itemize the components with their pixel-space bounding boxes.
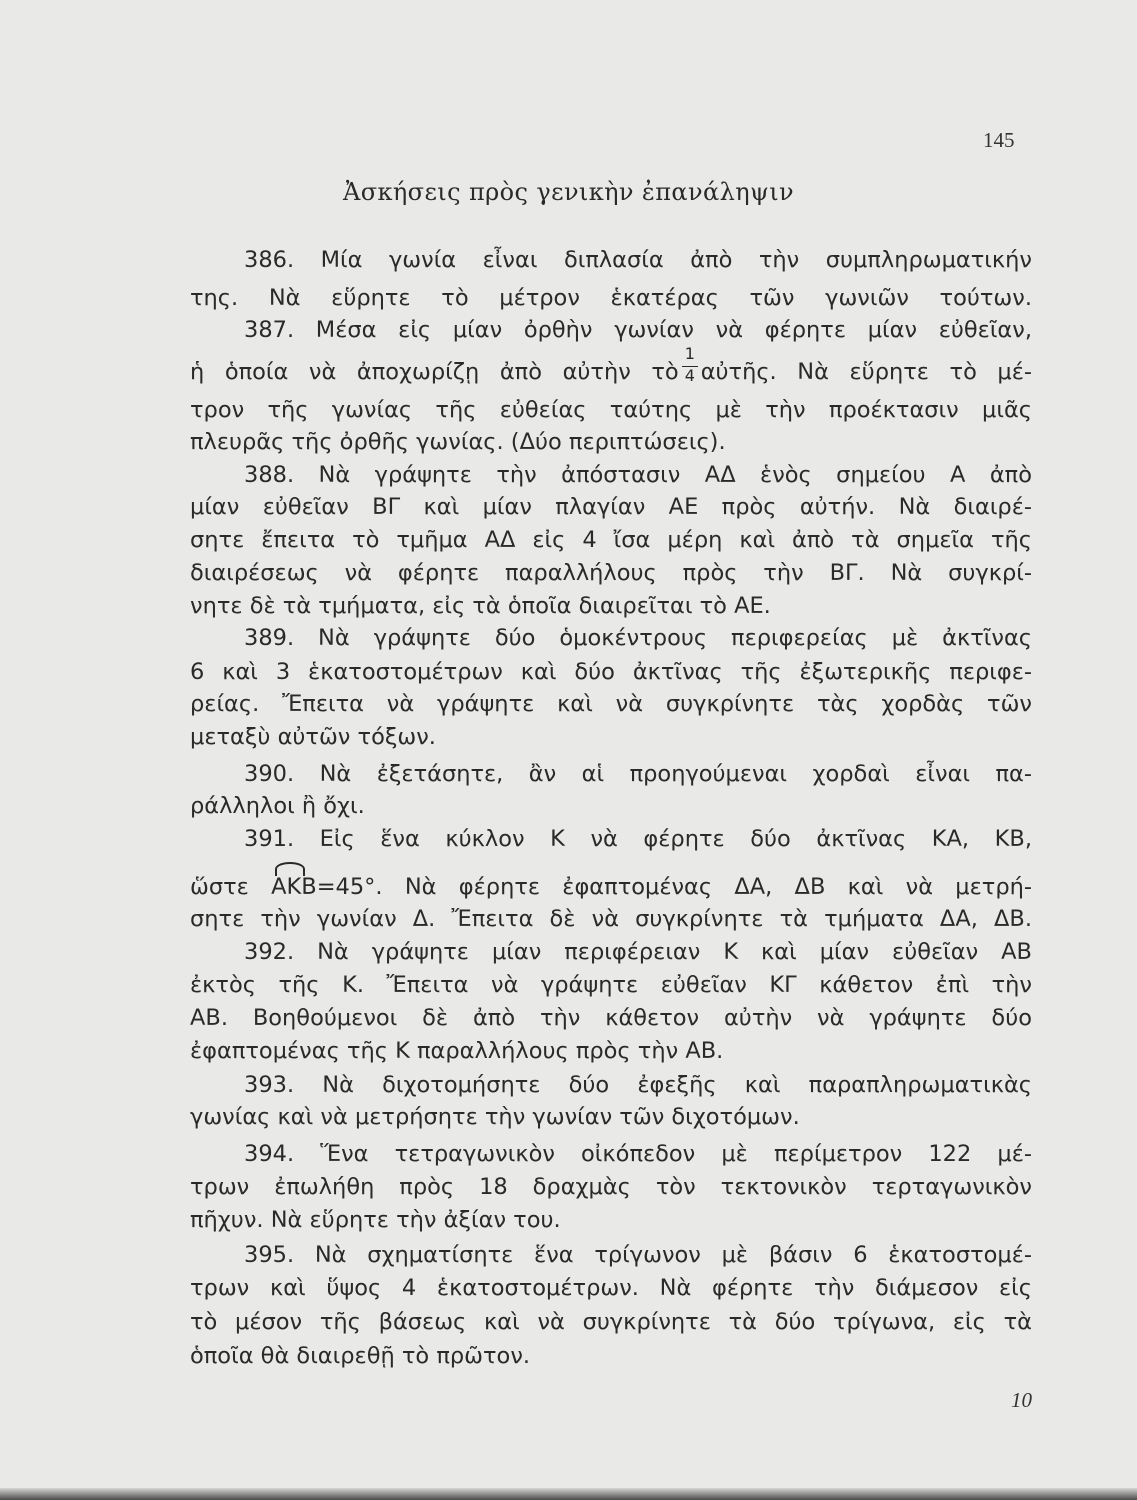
text-segment: ὥστε xyxy=(190,874,249,900)
text-line: ΑΒ. Βοηθούμενοι δὲ ἀπὸ τὴν κάθετον αὐτὴν νὰ γράψητε δύο xyxy=(190,1005,1032,1031)
page-number: 145 xyxy=(983,128,1015,152)
text-line: τὸ μέσον τῆς βάσεως καὶ νὰ συγκρίνητε τὰ δύο τρίγωνα, εἰς τὰ xyxy=(190,1309,1032,1335)
arc-notation: ΑΚΒ xyxy=(271,871,317,903)
text-line: μεταξὺ αὐτῶν τόξων. xyxy=(190,724,436,750)
text-segment: αὐτῆς. Νὰ εὕρητε τὸ μέ- xyxy=(700,359,1032,385)
text-line: τρων ἐπωλήθη πρὸς 18 δραχμὰς τὸν τεκτονικὸν τερταγωνικὸν xyxy=(190,1174,1032,1200)
fraction-denominator: 4 xyxy=(684,366,695,385)
text-line: σητε τὴν γωνίαν Δ. Ἔπειτα δὲ νὰ συγκρίνητε τὰ τμήματα ΔΑ, ΔΒ. xyxy=(190,906,1032,932)
text-line: 394. Ἕνα τετραγωνικὸν οἰκόπεδον μὲ περίμετρον 122 μέ- xyxy=(244,1141,1032,1167)
text-line: 392. Νὰ γράψητε μίαν περιφέρειαν Κ καὶ μίαν εὐθεῖαν ΑΒ xyxy=(244,939,1032,965)
text-line: ἐφαπτομένας τῆς Κ παραλλήλους πρὸς τὴν ΑΒ. xyxy=(190,1038,724,1064)
text-line: 390. Νὰ ἐξετάσητε, ἂν αἱ προηγούμεναι χορδαὶ εἶναι πα- xyxy=(244,761,1032,787)
text-line: γωνίας καὶ νὰ μετρήσητε τὴν γωνίαν τῶν διχοτόμων. xyxy=(190,1104,800,1130)
text-line: νητε δὲ τὰ τμήματα, εἰς τὰ ὁποῖα διαιρεῖται τὸ ΑΕ. xyxy=(190,593,771,619)
text-line: ὁποῖα θὰ διαιρεθῇ τὸ πρῶτον. xyxy=(190,1343,531,1369)
text-segment: ἡ ὁποία νὰ ἀποχωρίζῃ ἀπὸ αὐτὴν τὸ xyxy=(190,359,679,385)
text-line: πῆχυν. Νὰ εὕρητε τὴν ἀξίαν του. xyxy=(190,1207,561,1233)
text-line: σητε ἔπειτα τὸ τμῆμα ΑΔ εἰς 4 ἴσα μέρη καὶ ἀπὸ τὰ σημεῖα τῆς xyxy=(190,527,1032,553)
text-line: 388. Νὰ γράψητε τὴν ἀπόστασιν ΑΔ ἑνὸς σημείου Α ἀπὸ xyxy=(244,462,1032,488)
fraction xyxy=(682,344,698,388)
text-line: τρων καὶ ὕψος 4 ἑκατοστομέτρων. Νὰ φέρητε τὴν διάμεσον εἰς xyxy=(190,1275,1032,1301)
page-title: Ἀσκήσεις πρὸς γενικὴν ἐπανάληψιν xyxy=(342,178,795,206)
text-line: 391. Εἰς ἕνα κύκλον Κ νὰ φέρητε δύο ἀκτῖνας ΚΑ, ΚΒ, xyxy=(244,826,1032,852)
text-line: ρείας. Ἔπειτα νὰ γράψητε καὶ νὰ συγκρίνητε τὰς χορδὰς τῶν xyxy=(190,691,1032,717)
text-line: ἐκτὸς τῆς Κ. Ἔπειτα νὰ γράψητε εὐθεῖαν ΚΓ κάθετον ἐπὶ τὴν xyxy=(190,972,1032,998)
text-segment: =45°. Νὰ φέρητε ἐφαπτομένας ΔΑ, ΔΒ καὶ νὰ μετρή- xyxy=(316,874,1032,900)
text-line: 6 καὶ 3 ἑκατοστομέτρων καὶ δύο ἀκτῖνας τῆς ἐξωτερικῆς περιφε- xyxy=(190,659,1032,685)
text-line-with-fraction xyxy=(190,344,1032,388)
text-line: πλευρᾶς τῆς ὀρθῆς γωνίας. (Δύο περιπτώσεις). xyxy=(190,429,726,455)
page-edge-shadow xyxy=(0,1488,1137,1500)
text-line: 389. Νὰ γράψητε δύο ὁμοκέντρους περιφερείας μὲ ἀκτῖνας xyxy=(244,625,1032,651)
text-line: 393. Νὰ διχοτομήσητε δύο ἐφεξῆς καὶ παραπληρωματικὰς xyxy=(244,1072,1032,1098)
text-line: 387. Μέσα εἰς μίαν ὀρθὴν γωνίαν νὰ φέρητε μίαν εὐθεῖαν, xyxy=(244,317,1032,343)
text-line: 386. Μία γωνία εἶναι διπλασία ἀπὸ τὴν συμπληρωματικήν xyxy=(244,247,1032,273)
text-line: διαιρέσεως νὰ φέρητε παραλλήλους πρὸς τὴν ΒΓ. Νὰ συγκρί- xyxy=(190,560,1032,586)
text-line-with-arc xyxy=(190,871,1032,903)
text-line: μίαν εὐθεῖαν ΒΓ καὶ μίαν πλαγίαν ΑΕ πρὸς αὐτήν. Νὰ διαιρέ- xyxy=(190,494,1032,520)
fraction-numerator: 1 xyxy=(684,344,695,363)
text-line: 395. Νὰ σχηματίσητε ἕνα τρίγωνον μὲ βάσιν 6 ἑκατοστομέ- xyxy=(244,1242,1032,1268)
text-line: ράλληλοι ἢ ὄχι. xyxy=(190,793,365,819)
text-line: τρον τῆς γωνίας τῆς εὐθείας ταύτης μὲ τὴν προέκτασιν μιᾶς xyxy=(190,397,1032,423)
text-line: της. Νὰ εὕρητε τὸ μέτρον ἑκατέρας τῶν γωνιῶν τούτων. xyxy=(190,285,1032,311)
signature-mark: 10 xyxy=(1011,1388,1032,1412)
